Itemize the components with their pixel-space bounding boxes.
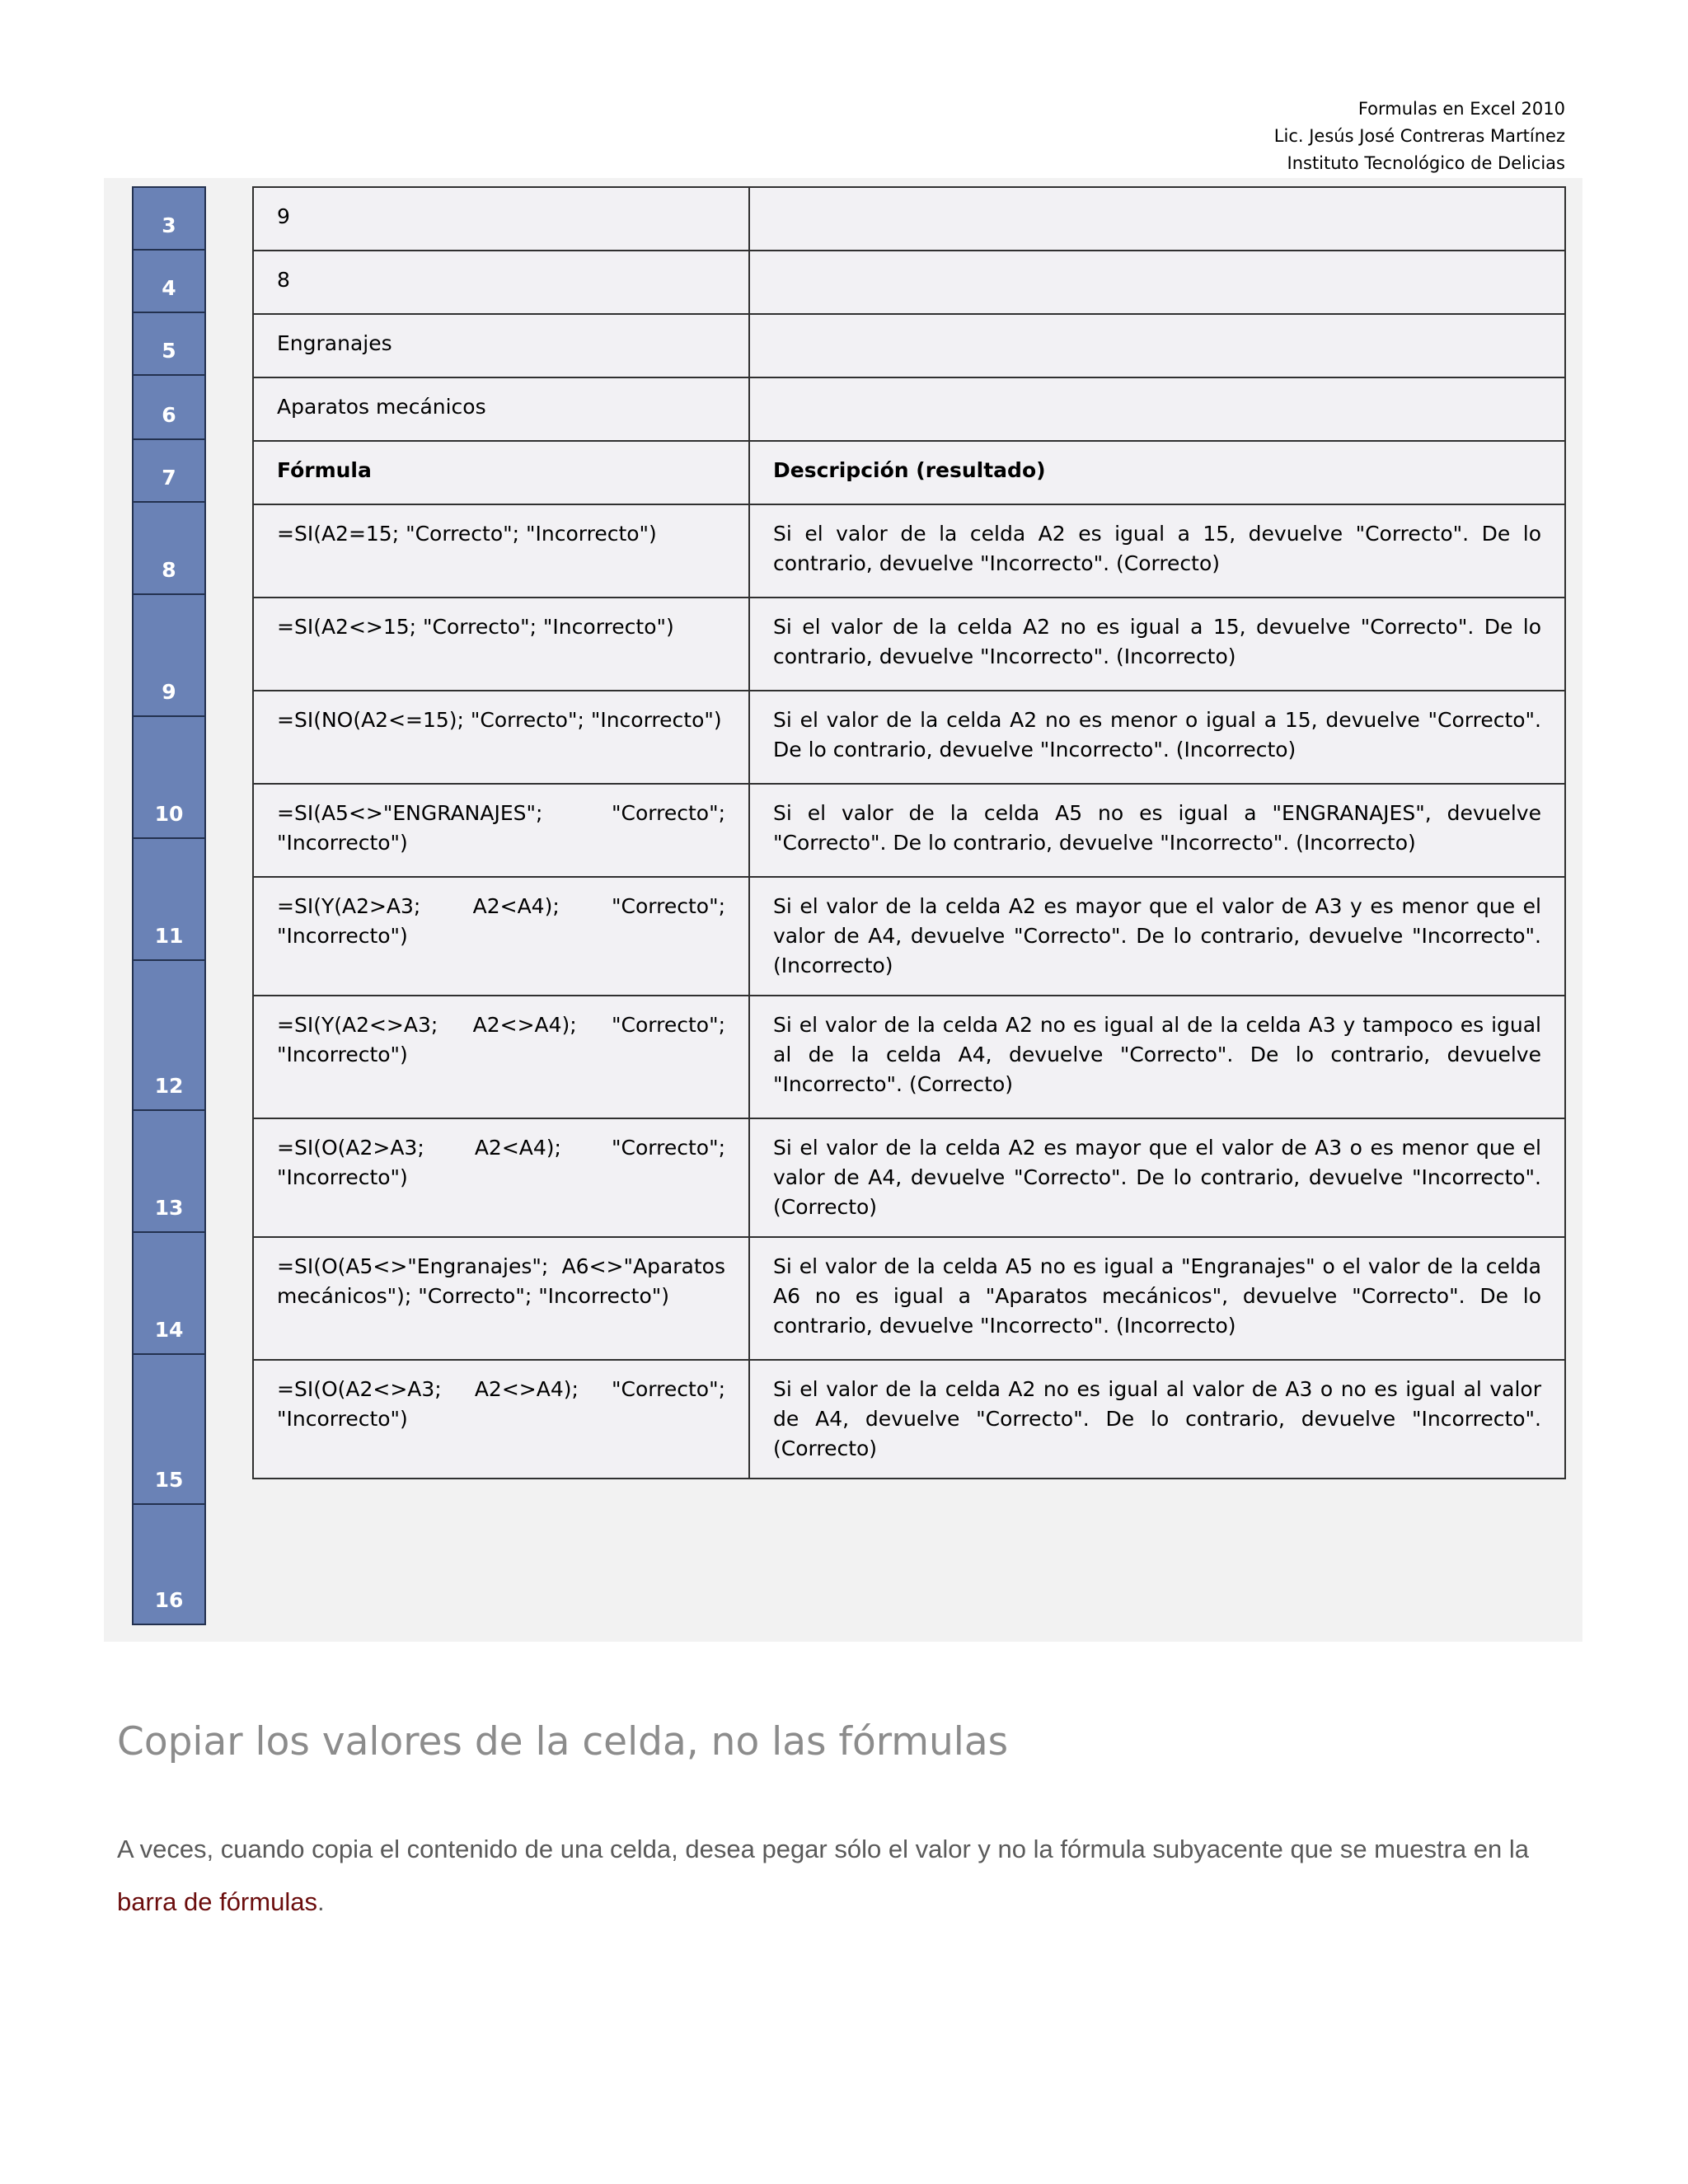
description-cell[interactable]: Si el valor de la celda A2 no es igual al valor de A3 o no es igual al valor de A4, devuelve "Correcto". De lo contrario, devuelve "Incorrecto". (Correcto) [749, 1360, 1565, 1479]
row-number-13: 13 [132, 1109, 206, 1233]
table-row [253, 877, 1565, 996]
row-number-12: 12 [132, 959, 206, 1111]
row-number-16: 16 [132, 1503, 206, 1625]
column-header-description: Descripción (resultado) [749, 441, 1565, 504]
table-row [253, 251, 1565, 314]
formula-cell[interactable]: =SI(NO(A2<=15); "Correcto"; "Incorrecto") [253, 691, 749, 784]
description-cell[interactable]: Si el valor de la celda A2 es mayor que el valor de A3 o es menor que el valor de A4, devuelve "Correcto". De lo contrario, devuelve "Incorrecto". (Correcto) [749, 1118, 1565, 1237]
description-cell[interactable]: Si el valor de la celda A5 no es igual a "Engranajes" o el valor de la celda A6 no es igual a "Aparatos mecánicos", devuelve "Correcto". De lo contrario, devuelve "Incorrecto". (Incorrecto) [749, 1237, 1565, 1360]
table-row [253, 1118, 1565, 1237]
header-institution: Instituto Tecnológico de Delicias [1287, 153, 1565, 173]
formula-cell[interactable]: =SI(O(A2<>A3; A2<>A4); "Correcto"; "Incorrecto") [253, 1360, 749, 1479]
row-number-6: 6 [132, 374, 206, 440]
row-number-8: 8 [132, 501, 206, 595]
paragraph-end: . [316, 1887, 325, 1916]
table-row [253, 996, 1565, 1118]
table-row [253, 598, 1565, 691]
header-doc-title: Formulas en Excel 2010 [1357, 99, 1565, 119]
section-paragraph [117, 1823, 1568, 1929]
header-author: Lic. Jesús José Contreras Martínez [1273, 126, 1565, 146]
table-cell[interactable] [749, 187, 1565, 251]
table-row [253, 504, 1565, 598]
description-cell[interactable]: Si el valor de la celda A2 es mayor que el valor de A3 y es menor que el valor de A4, devuelve "Correcto". De lo contrario, devuelve "Incorrecto". (Incorrecto) [749, 877, 1565, 996]
column-header-formula: Fórmula [253, 441, 749, 504]
paragraph-text: A veces, cuando copia el contenido de una celda, desea pegar sólo el valor y no la fórmula subyacente que se muestra en la [117, 1835, 1529, 1863]
table-cell[interactable] [749, 251, 1565, 314]
row-number-11: 11 [132, 837, 206, 961]
row-number-14: 14 [132, 1231, 206, 1355]
table-row [253, 187, 1565, 251]
table-cell[interactable]: 8 [253, 251, 749, 314]
description-cell[interactable]: Si el valor de la celda A2 no es igual a 15, devuelve "Correcto". De lo contrario, devuelve "Incorrecto". (Incorrecto) [749, 598, 1565, 691]
page-header [1274, 96, 1565, 177]
table-row [253, 1360, 1565, 1479]
formula-cell[interactable]: =SI(A5<>"ENGRANAJES"; "Correcto"; "Incorrecto") [253, 784, 749, 877]
table-cell[interactable] [749, 377, 1565, 441]
row-number-4: 4 [132, 249, 206, 313]
section-title: Copiar los valores de la celda, no las fórmulas [117, 1719, 1009, 1765]
row-number-7: 7 [132, 438, 206, 503]
description-cell[interactable]: Si el valor de la celda A2 es igual a 15, devuelve "Correcto". De lo contrario, devuelve "Incorrecto". (Correcto) [749, 504, 1565, 598]
row-number-15: 15 [132, 1353, 206, 1505]
table-row [253, 377, 1565, 441]
table-cell[interactable]: Engranajes [253, 314, 749, 377]
formula-cell[interactable]: =SI(O(A2>A3; A2<A4); "Correcto"; "Incorrecto") [253, 1118, 749, 1237]
formula-table [252, 186, 1566, 1479]
formula-cell[interactable]: =SI(O(A5<>"Engranajes"; A6<>"Aparatos mecánicos"); "Correcto"; "Incorrecto") [253, 1237, 749, 1360]
description-cell[interactable]: Si el valor de la celda A5 no es igual a "ENGRANAJES", devuelve "Correcto". De lo contrario, devuelve "Incorrecto". (Incorrecto) [749, 784, 1565, 877]
row-number-9: 9 [132, 593, 206, 717]
formula-cell[interactable]: =SI(Y(A2<>A3; A2<>A4); "Correcto"; "Incorrecto") [253, 996, 749, 1118]
formula-cell[interactable]: =SI(Y(A2>A3; A2<A4); "Correcto"; "Incorrecto") [253, 877, 749, 996]
formula-cell[interactable]: =SI(A2<>15; "Correcto"; "Incorrecto") [253, 598, 749, 691]
row-number-10: 10 [132, 715, 206, 839]
table-cell[interactable] [749, 314, 1565, 377]
table-cell[interactable]: 9 [253, 187, 749, 251]
description-cell[interactable]: Si el valor de la celda A2 no es menor o igual a 15, devuelve "Correcto". De lo contrario, devuelve "Incorrecto". (Incorrecto) [749, 691, 1565, 784]
description-cell[interactable]: Si el valor de la celda A2 no es igual al de la celda A3 y tampoco es igual al de la celda A4, devuelve "Correcto". De lo contrario, devuelve "Incorrecto". (Correcto) [749, 996, 1565, 1118]
table-row [253, 784, 1565, 877]
row-number-3: 3 [132, 186, 206, 251]
table-row [253, 691, 1565, 784]
table-cell[interactable]: Aparatos mecánicos [253, 377, 749, 441]
table-row [253, 314, 1565, 377]
formula-bar-link[interactable]: barra de fórmulas [117, 1887, 317, 1916]
table-row [253, 1237, 1565, 1360]
formula-cell[interactable]: =SI(A2=15; "Correcto"; "Incorrecto") [253, 504, 749, 598]
row-number-5: 5 [132, 312, 206, 376]
table-header-row [253, 441, 1565, 504]
